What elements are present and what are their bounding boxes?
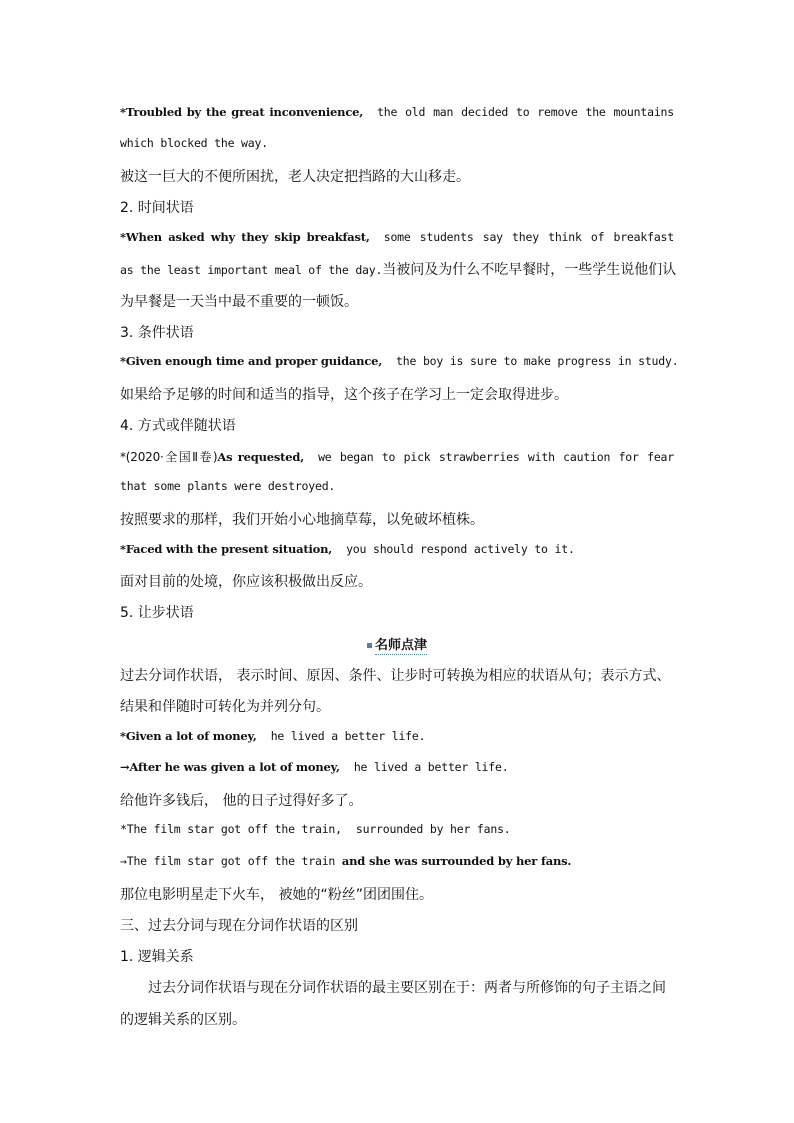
- example-sentence-continued: which blocked the way.: [120, 136, 268, 150]
- example-sentence: *Given a lot of money, he lived a better life.: [120, 729, 426, 743]
- subsection-heading-logic: 1. 逻辑关系: [120, 949, 194, 965]
- rewritten-sentence: →After he was given a lot of money, he lived a better life.: [120, 760, 509, 774]
- note-heading: 名师点津: [0, 634, 794, 653]
- section-heading-manner: 4. 方式或伴随状语: [120, 418, 236, 434]
- section-heading-difference: 三、过去分词与现在分词作状语的区别: [120, 918, 358, 934]
- example-sentence: *The film star got off the train, surrounded by her fans.: [120, 822, 511, 836]
- example-sentence-mixed: as the least important meal of the day.当被问及为什么不吃早餐时，一些学生说他们认: [120, 262, 677, 278]
- section-heading-condition: 3. 条件状语: [120, 325, 194, 341]
- translation: 为早餐是一天当中最不重要的一顿饭。: [120, 294, 358, 310]
- note-paragraph-continued: 结果和伴随时可转化为并列分句。: [120, 699, 330, 715]
- example-sentence: *Troubled by the great inconvenience, the old man decided to remove the mountains: [120, 105, 674, 119]
- section-heading-time: 2. 时间状语: [120, 200, 194, 216]
- example-sentence: *Faced with the present situation, you should respond actively to it.: [120, 542, 575, 556]
- translation: 给他许多钱后， 他的日子过得好多了。: [120, 793, 363, 809]
- translation: 面对目前的处境，你应该积极做出反应。: [120, 574, 372, 590]
- translation: 按照要求的那样，我们开始小心地摘草莓，以免破坏植株。: [120, 512, 484, 528]
- example-sentence-continued: that some plants were destroyed.: [120, 479, 336, 493]
- example-sentence: *(2020·全国Ⅱ卷)As requested, we began to pick strawberries with caution for fear: [120, 450, 675, 464]
- note-marker-icon: [367, 643, 372, 648]
- body-paragraph: 过去分词作状语与现在分词作状语的最主要区别在于：两者与所修饰的句子主语之间: [148, 980, 666, 996]
- translation: 被这一巨大的不便所困扰，老人决定把挡路的大山移走。: [120, 169, 470, 185]
- translation: 如果给予足够的时间和适当的指导，这个孩子在学习上一定会取得进步。: [120, 387, 568, 403]
- translation: 那位电影明星走下火车， 被她的“粉丝”团团围住。: [120, 887, 433, 903]
- body-paragraph-continued: 的逻辑关系的区别。: [120, 1012, 246, 1028]
- note-paragraph: 过去分词作状语， 表示时间、原因、条件、让步时可转换为相应的状语从句；表示方式、: [120, 668, 671, 684]
- section-heading-concession: 5. 让步状语: [120, 605, 194, 621]
- rewritten-sentence: →The film star got off the train and she was surrounded by her fans.: [120, 854, 572, 868]
- example-sentence: *When asked why they skip breakfast, some students say they think of breakfast: [120, 230, 675, 244]
- example-sentence: *Given enough time and proper guidance, the boy is sure to make progress in study.: [120, 354, 679, 368]
